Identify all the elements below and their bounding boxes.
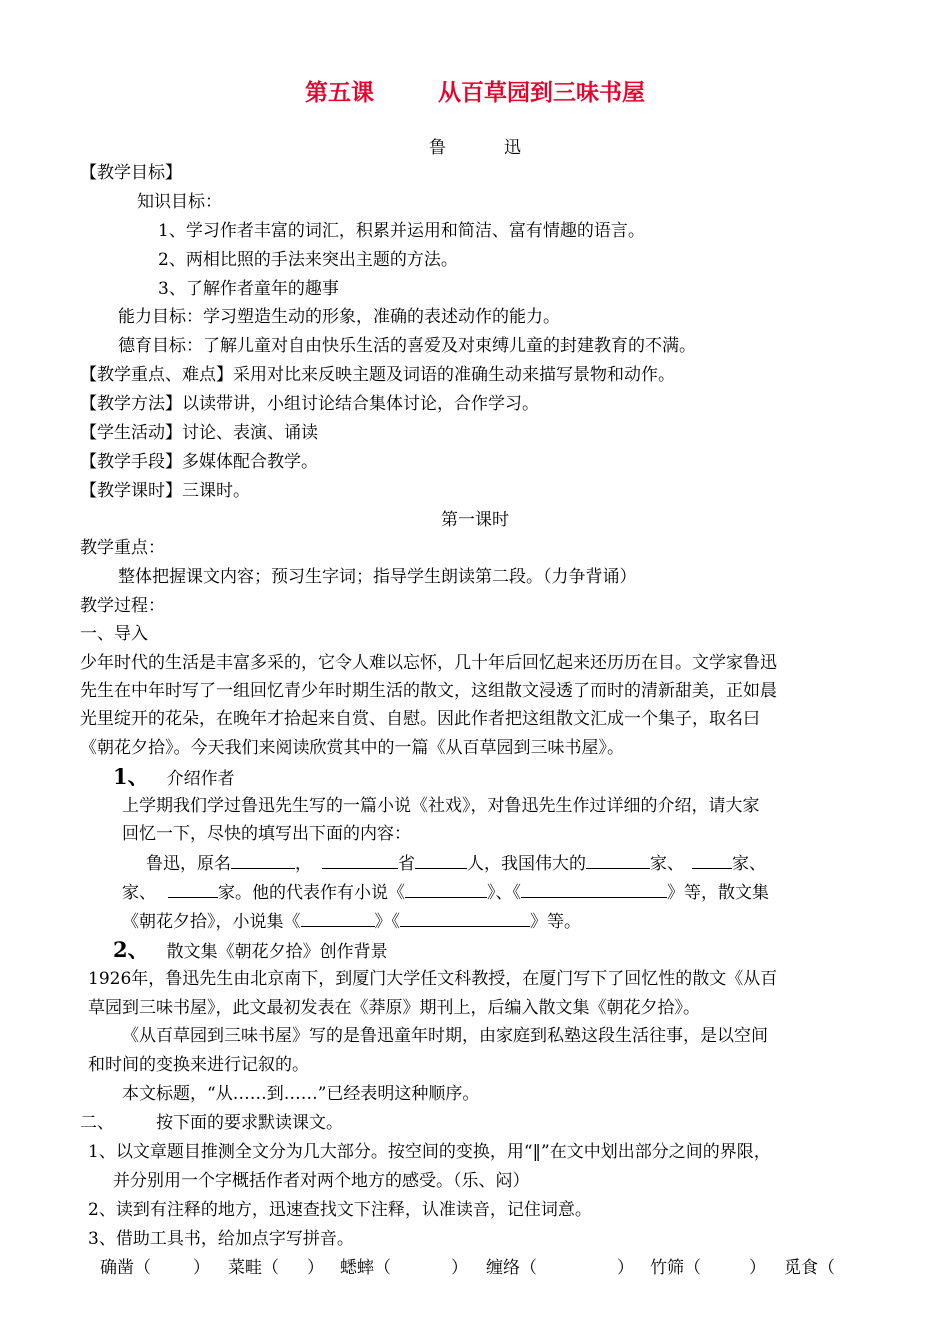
item-number: 2、 <box>113 937 149 962</box>
intro-paragraph-line: 少年时代的生活是丰富多采的，它令人难以忘怀，几十年后回忆起来还历历在目。文学家鲁迅 <box>80 653 777 673</box>
item-number: 1、 <box>113 764 149 789</box>
focus-label: 教学重点： <box>80 538 165 558</box>
section-title: 按下面的要求默读课文。 <box>156 1113 343 1133</box>
method-line: 【教学方法】以读带讲，小组讨论结合集体讨论，合作学习。 <box>80 394 539 414</box>
fill-text: 人，我国伟大的 <box>467 854 586 874</box>
author-char-1: 鲁 <box>429 138 446 158</box>
author-intro-line: 上学期我们学过鲁迅先生写的一篇小说《社戏》，对鲁迅先生作过详细的介绍，请大家 <box>122 796 760 816</box>
author-intro-line: 回忆一下，尽快的填写出下面的内容： <box>122 824 411 844</box>
process-label: 教学过程： <box>80 596 165 616</box>
background-line: 本文标题，“从……到……”已经表明这种顺序。 <box>122 1084 480 1104</box>
section-number: 二、 <box>80 1113 114 1133</box>
intro-paragraph-line: 《朝花夕拾》。今天我们来阅读欣赏其中的一篇《从百草园到三味书屋》。 <box>80 738 624 758</box>
pinyin-paren: ） <box>617 1258 634 1278</box>
moral-objective: 德育目标：了解儿童对自由快乐生活的喜爱及对束缚儿童的封建教育的不满。 <box>118 336 696 356</box>
fill-text: 省 <box>398 854 415 874</box>
fill-text: ， <box>295 854 312 874</box>
background-line: 《从百草园到三味书屋》写的是鲁迅童年时期，由家庭到私塾这段生活往事，是以空间 <box>122 1026 768 1046</box>
knowledge-item: 2、两相比照的手法来突出主题的方法。 <box>158 250 458 270</box>
item-title: 散文集《朝花夕拾》创作背景 <box>166 942 388 962</box>
pinyin-paren: ） <box>749 1258 766 1278</box>
task-line: 1、以文章题目推测全文分为几大部分。按空间的变换，用“‖”在文中划出部分之间的界限， <box>88 1142 771 1162</box>
fill-text: 家。他的代表作有小说《 <box>218 883 405 903</box>
fill-text: 》等，散文集 <box>667 883 769 903</box>
intro-paragraph-line: 先生在中年时写了一组回忆青少年时期生活的散文，这组散文浸透了而时的清新甜美，正如晨 <box>80 681 777 701</box>
objectives-header: 【教学目标】 <box>80 163 182 183</box>
lesson-number: 第五课 <box>305 79 374 106</box>
activity-line: 【学生活动】讨论、表演、诵读 <box>80 423 318 443</box>
ability-objective: 能力目标：学习塑造生动的形象，准确的表述动作的能力。 <box>118 307 560 327</box>
fill-text: 》《 <box>374 912 400 932</box>
lesson-name: 从百草园到三味书屋 <box>438 79 645 106</box>
periods-line: 【教学课时】三课时。 <box>80 481 250 501</box>
task-line: 并分别用一个字概括作者对两个地方的感受。（乐、闷） <box>113 1171 530 1191</box>
author-intro-heading <box>113 766 235 790</box>
fill-text: 》、《 <box>487 883 521 903</box>
focus-text: 整体把握课文内容；预习生字词；指导学生朗读第二段。（力争背诵） <box>118 567 637 587</box>
pinyin-word: 缠络（ <box>486 1258 537 1278</box>
pinyin-word: 蟋蟀（ <box>340 1258 391 1278</box>
period-heading: 第一课时 <box>441 510 509 530</box>
fill-blank[interactable] <box>400 910 530 927</box>
background-line: 1926年，鲁迅先生由北京南下，到厦门大学任文科教授，在厦门写下了回忆性的散文《从百 <box>88 969 778 989</box>
pinyin-word: 确凿（ <box>100 1258 151 1278</box>
fill-line-2 <box>122 881 769 904</box>
key-points-line: 【教学重点、难点】采用对比来反映主题及词语的准确生动来描写景物和动作。 <box>80 365 675 385</box>
fill-blank[interactable] <box>405 881 487 898</box>
background-line: 草园到三味书屋》，此文最初发表在《莽原》期刊上，后编入散文集《朝花夕拾》。 <box>88 998 700 1018</box>
pinyin-paren: ） <box>307 1258 324 1278</box>
fill-line-1 <box>146 852 766 875</box>
pinyin-exercise-row <box>100 1257 835 1279</box>
fill-blank[interactable] <box>415 852 467 869</box>
fill-blank[interactable] <box>586 852 650 869</box>
lesson-title <box>0 78 950 108</box>
knowledge-item: 1、学习作者丰富的词汇，积累并运用和简洁、富有情趣的语言。 <box>158 221 645 241</box>
pinyin-word: 竹筛（ <box>650 1258 701 1278</box>
fill-text: 家、 <box>650 854 684 874</box>
author-char-2: 迅 <box>504 138 521 158</box>
fill-text: 》等。 <box>530 912 581 932</box>
task-line: 3、借助工具书，给加点字写拼音。 <box>88 1229 354 1249</box>
section2-heading <box>80 1112 343 1134</box>
background-line: 和时间的变换来进行记叙的。 <box>88 1055 309 1075</box>
fill-blank[interactable] <box>322 852 398 869</box>
pinyin-word: 觅食（ <box>784 1258 835 1278</box>
fill-text: 《朝花夕拾》，小说集《 <box>122 912 301 932</box>
fill-blank[interactable] <box>521 881 667 898</box>
knowledge-item: 3、了解作者童年的趣事 <box>158 279 339 299</box>
fill-blank[interactable] <box>231 852 295 869</box>
fill-blank[interactable] <box>301 910 375 927</box>
author-line <box>0 133 950 158</box>
fill-blank[interactable] <box>168 881 218 898</box>
section-heading: 一、导入 <box>80 624 148 644</box>
fill-text: 家、 <box>122 883 156 903</box>
fill-line-3 <box>122 910 581 933</box>
background-heading <box>113 939 388 963</box>
task-line: 2、读到有注释的地方，迅速查找文下注释，认准读音，记住词意。 <box>88 1200 592 1220</box>
item-title: 介绍作者 <box>166 769 235 789</box>
pinyin-paren: ） <box>451 1258 468 1278</box>
intro-paragraph-line: 光里绽开的花朵，在晚年才拾起来自赏、自慰。因此作者把这组散文汇成一个集子，取名曰 <box>80 709 760 729</box>
fill-blank[interactable] <box>692 852 732 869</box>
fill-text: 家、 <box>732 854 766 874</box>
pinyin-word: 菜畦（ <box>228 1258 279 1278</box>
pinyin-paren: ） <box>193 1258 210 1278</box>
means-line: 【教学手段】多媒体配合教学。 <box>80 452 318 472</box>
knowledge-label: 知识目标： <box>137 192 222 212</box>
fill-text: 鲁迅，原名 <box>146 854 231 874</box>
